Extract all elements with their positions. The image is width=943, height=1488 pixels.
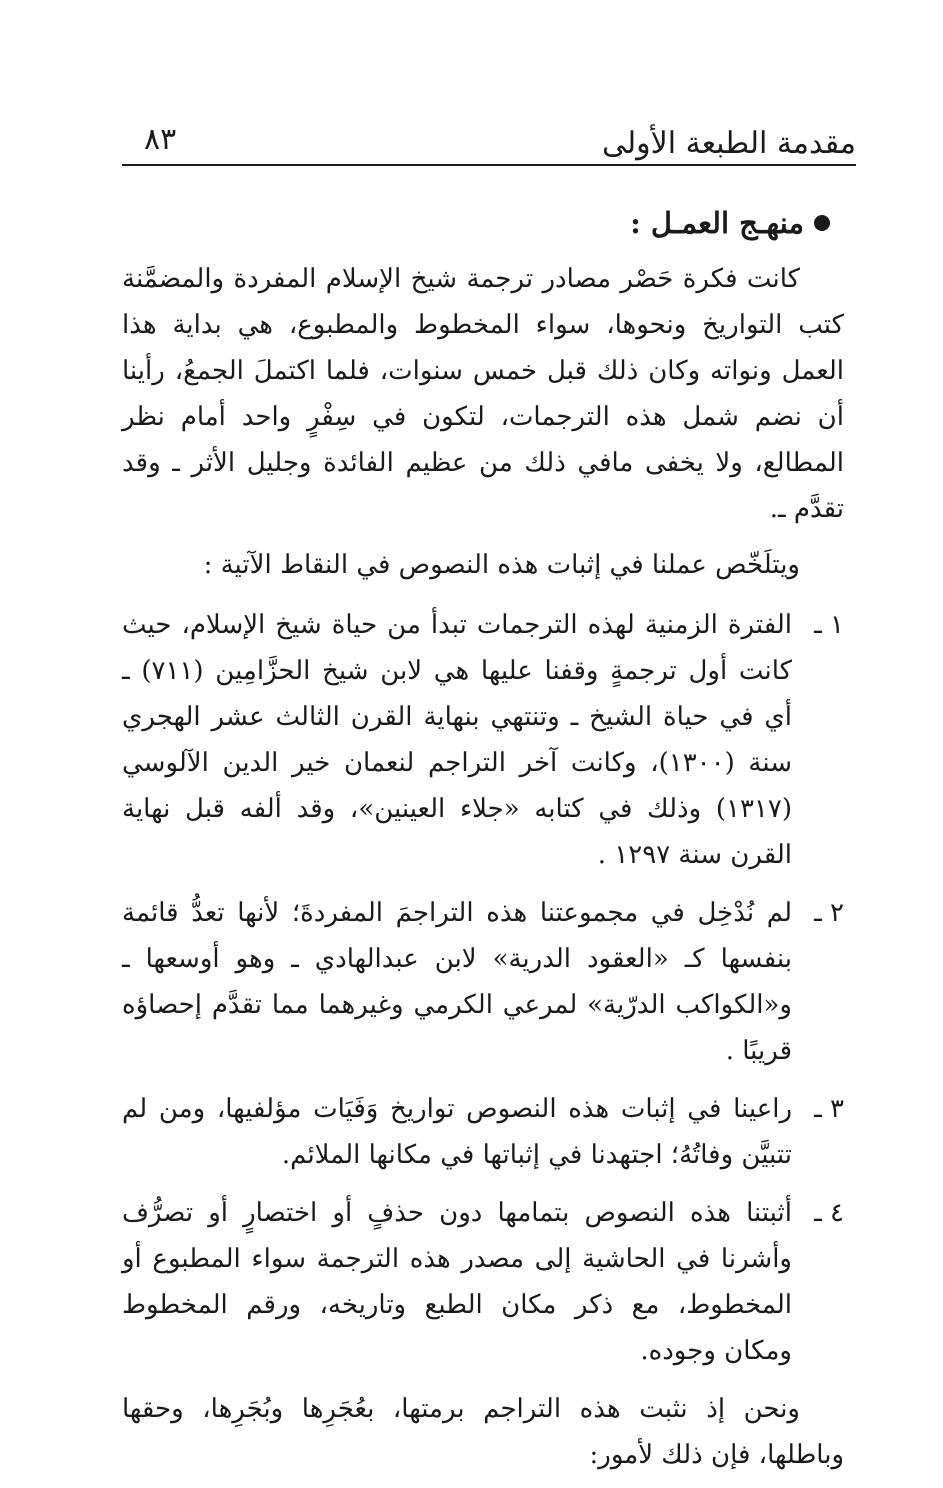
bullet-icon <box>814 215 830 231</box>
list-item-number: ١ ـ <box>814 610 844 640</box>
numbered-list <box>122 602 844 1374</box>
page-body <box>122 196 844 1488</box>
section-heading <box>122 196 844 250</box>
list-item-text: راعينا في إثبات هذه النصوص تواريخ وَفَيَات مؤلفيها، ومن لم تتبيَّن وفاتُهُ؛ اجتهدنا في إثباتها في مكانها الملائم. <box>122 1094 792 1170</box>
list-item <box>122 890 844 1074</box>
list-item <box>122 1086 844 1178</box>
list-item-number: ٤ ـ <box>814 1198 844 1228</box>
page-header <box>122 118 856 166</box>
list-item <box>122 602 844 878</box>
list-intro-paragraph: ويتلَخّص عملنا في إثبات هذه النصوص في النقاط الآتية : <box>203 550 800 580</box>
list-item-text: الفترة الزمنية لهذه الترجمات تبدأ من حياة شيخ الإسلام، حيث كانت أول ترجمةٍ وقفنا عليها هي لابن شيخ الحزَّامِين (٧١١) ـ أي في حياة الشيخ ـ وتنتهي بنهاية القرن الثالث عشر الهجري سنة (١٣٠٠)، وكانت آخر التراجم لنعمان خير الدين الآلوسي (١٣١٧) وذلك في كتابه «جلاء العينين»، وقد ألفه قبل نهاية القرن سنة ١٢٩٧ . <box>122 610 792 870</box>
list-item <box>122 1190 844 1374</box>
intro-paragraph: كانت فكرة حَصْر مصادر ترجمة شيخ الإسلام المفردة والمضمَّنة كتب التواريخ ونحوها، سواء المخطوط والمطبوع، هي بداية هذا العمل ونواته وكان ذلك قبل خمس سنوات، فلما اكتملَ الجمعُ، رأينا أن نضم شمل هذه الترجمات، لتكون في سِفْرٍ واحد أمام نظر المطالع، ولا يخفى مافي ذلك من عظيم الفائدة وجليل الأثر ـ وقد تقدَّم ـ. <box>122 264 844 524</box>
list-item-text: أثبتنا هذه النصوص بتمامها دون حذفٍ أو اختصارٍ أو تصرُّف وأشرنا في الحاشية إلى مصدر هذه الترجمة سواء المطبوع أو المخطوط، مع ذكر مكان الطبع وتاريخه، ورقم المخطوط ومكان وجوده. <box>122 1198 792 1366</box>
page-number: ٨٣ <box>144 122 177 157</box>
running-title: مقدمة الطبعة الأولى <box>602 126 856 161</box>
section-heading-text: منهـج العمـل : <box>630 206 804 240</box>
list-item-number: ٢ ـ <box>814 898 844 928</box>
list-item-number: ٣ ـ <box>814 1094 844 1124</box>
closing-paragraph: ونحن إذ نثبت هذه التراجم برمتها، بعُجَرِها وبُجَرِها، وحقها وباطلها، فإن ذلك لأمور: <box>122 1394 844 1470</box>
list-item-text: لم نُدْخِل في مجموعتنا هذه التراجمَ المفردةَ؛ لأنها تعدُّ قائمة بنفسها كـ «العقود الدرية» لابن عبدالهادي ـ وهو أوسعها ـ و«الكواكب الدرّية» لمرعي الكرمي وغيرهما مما تقدَّم إحصاؤه قريبًا . <box>122 898 792 1066</box>
